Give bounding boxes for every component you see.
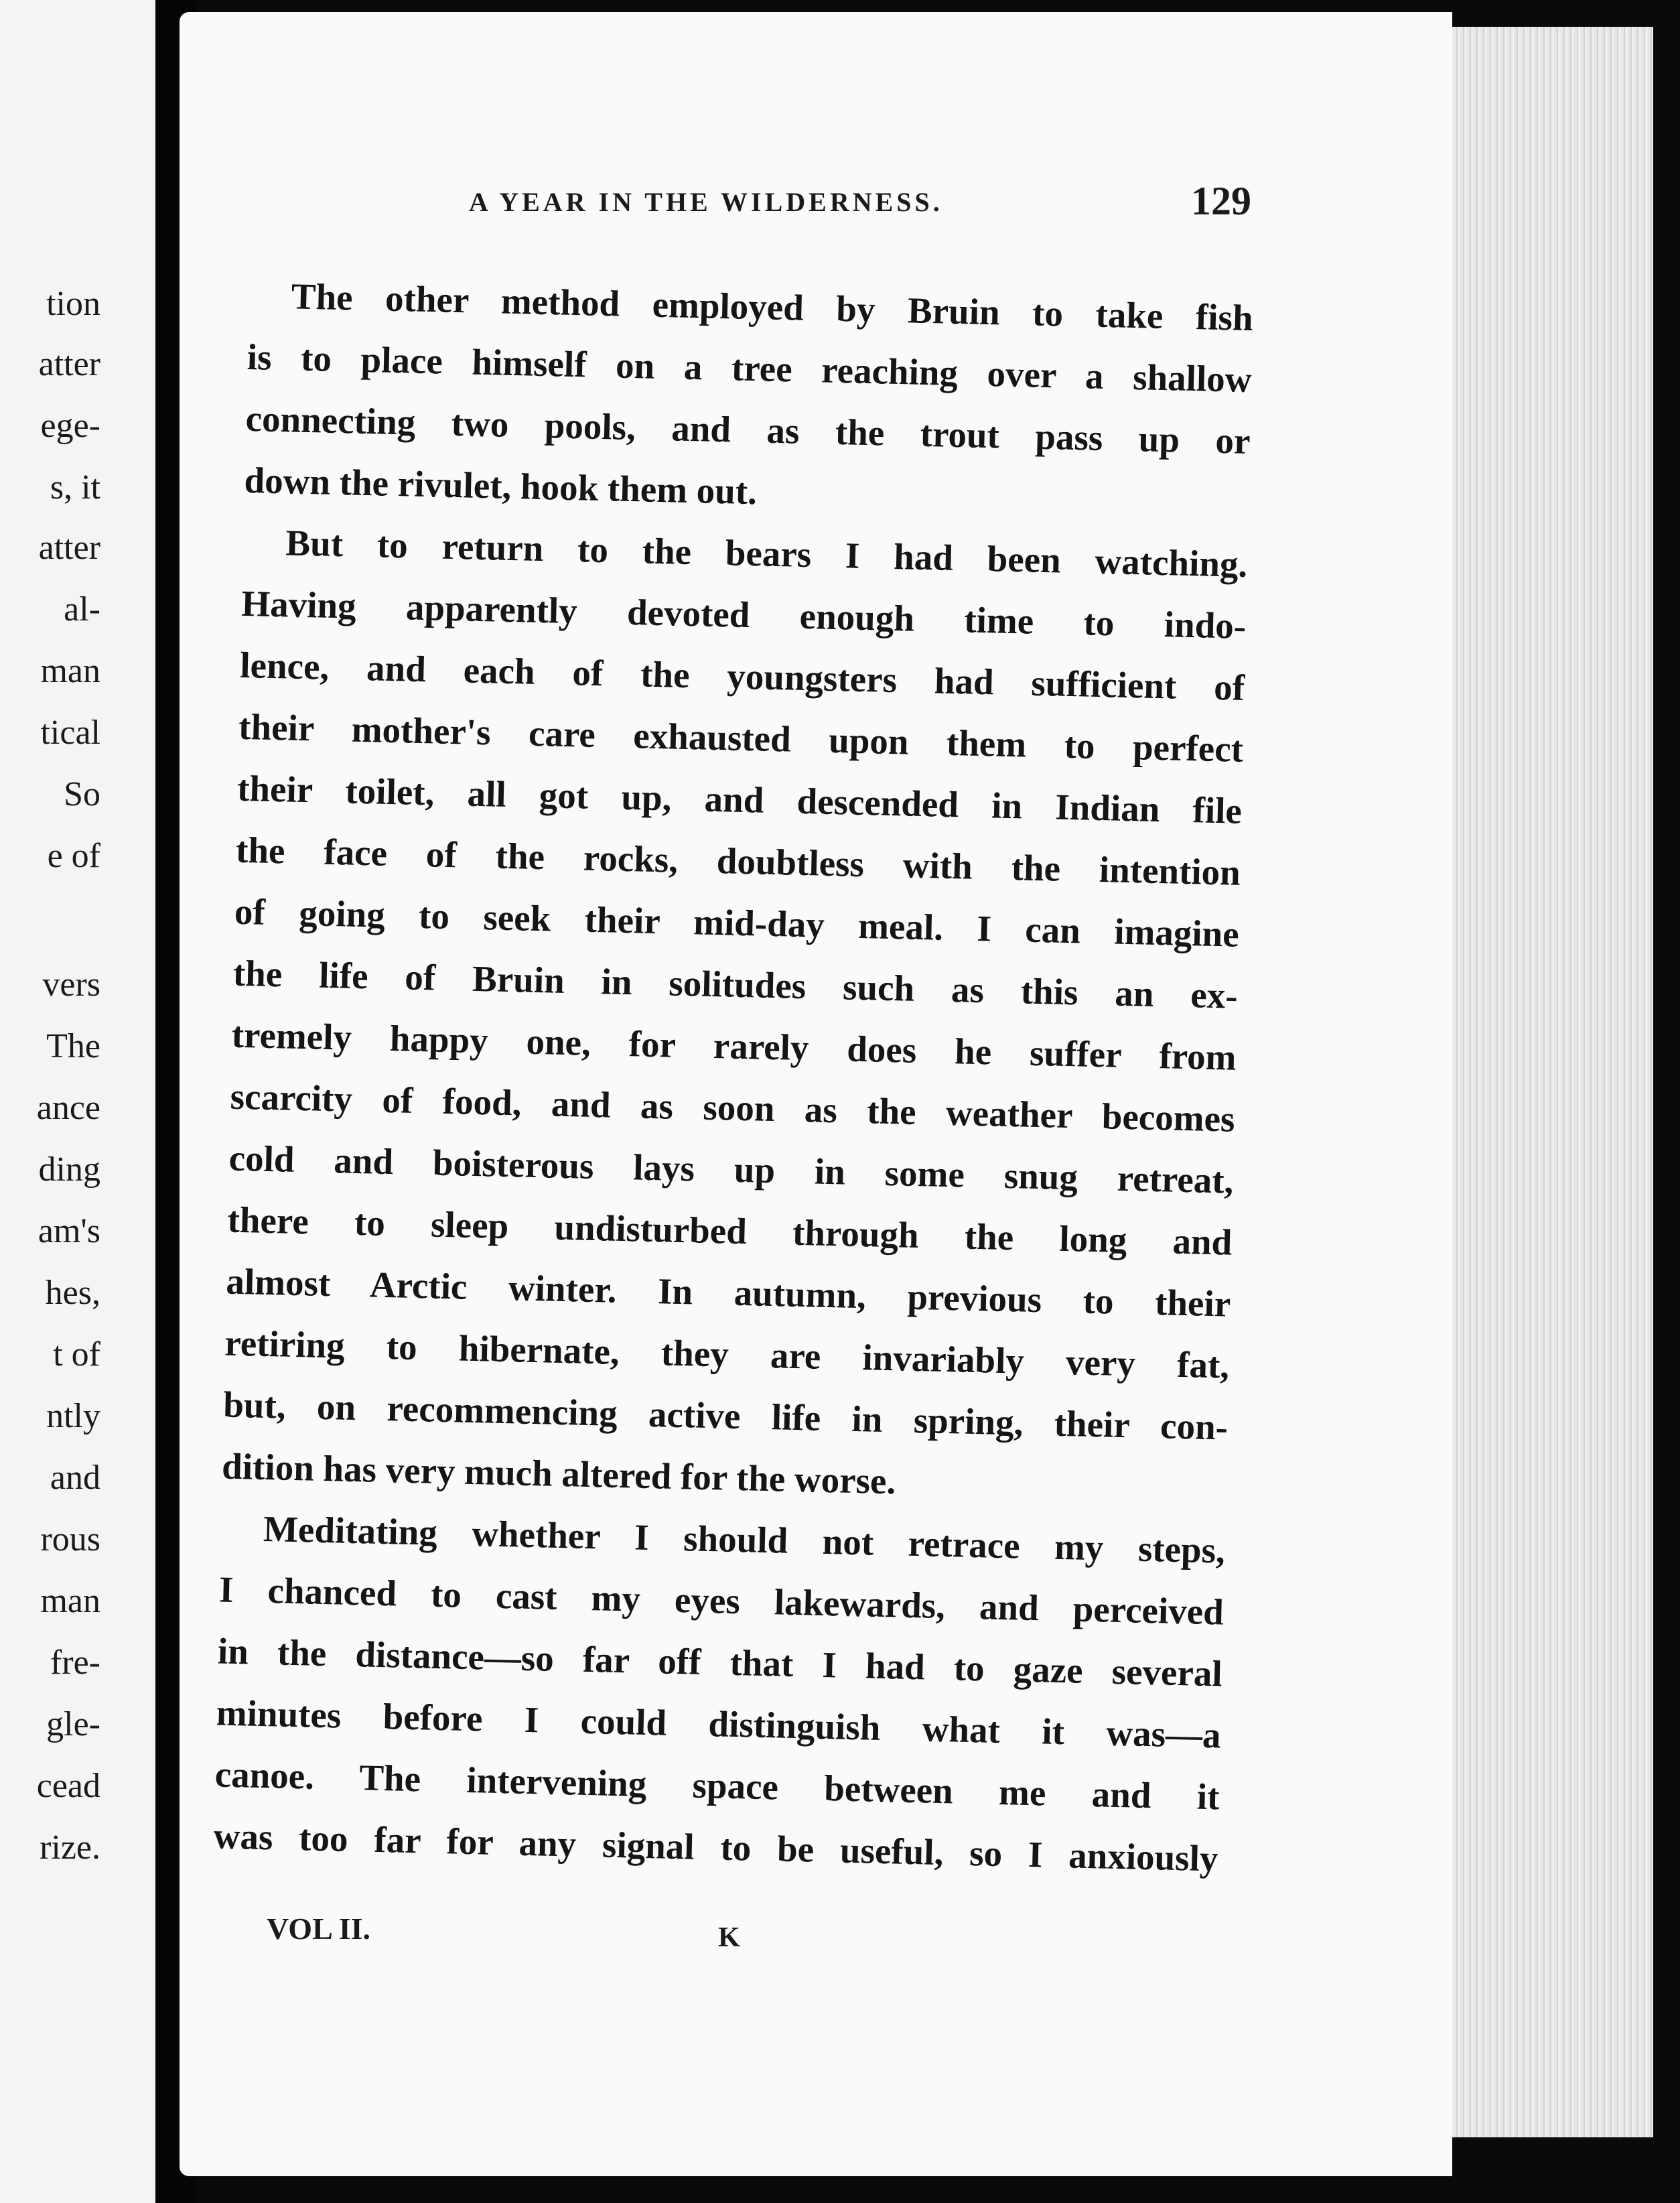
text-line: their toilet, all got up, and descended in Indian file — [236, 767, 1243, 831]
left-line-fragment: ntly — [46, 1397, 100, 1435]
left-line-fragment: al- — [64, 590, 100, 628]
left-line-fragment: ding — [38, 1150, 100, 1189]
left-line-fragment: cead — [36, 1767, 100, 1805]
left-line-fragment: man — [40, 652, 100, 690]
text-line: there to sleep undisturbed through the long and — [226, 1199, 1233, 1263]
text-line: The other method employed by Bruin to take fish — [291, 275, 1254, 339]
text-line: lence, and each of the youngsters had sufficient of — [239, 644, 1245, 708]
text-line: their mother's care exhausted upon them to perfect — [238, 706, 1244, 770]
text-line: dition has very much altered for the worse. — [221, 1445, 896, 1502]
text-line: down the rivulet, hook them out. — [244, 459, 758, 513]
text-line: of going to seek their mid-day meal. I can imagine — [234, 890, 1240, 955]
page-number: 129 — [1191, 179, 1251, 223]
left-line-fragment: rize. — [40, 1828, 100, 1867]
text-line: Having apparently devoted enough time to indo- — [240, 582, 1247, 647]
left-line-fragment: gle- — [46, 1705, 100, 1743]
text-line: I chanced to cast my eyes lakewards, and perceived — [218, 1568, 1224, 1633]
text-line: was too far for any signal to be useful, so I anxiously — [213, 1815, 1219, 1879]
text-line: But to return to the bears I had been watching. — [285, 522, 1248, 585]
text-line: but, on recommencing active life in spring, their con- — [222, 1384, 1229, 1448]
text-line: tremely happy one, for rarely does he suffer from — [231, 1014, 1237, 1078]
left-line-fragment: atter — [38, 345, 100, 383]
page-block-edges — [1440, 27, 1653, 2137]
left-line-fragment: rous — [40, 1520, 100, 1558]
left-line-fragment: atter — [38, 529, 100, 567]
left-line-fragment: and — [50, 1459, 100, 1497]
text-line: Meditating whether I should not retrace my steps, — [263, 1508, 1226, 1571]
left-line-fragment: am's — [38, 1212, 100, 1250]
left-line-fragment: So — [64, 775, 100, 813]
text-line: the face of the rocks, doubtless with the intention — [235, 829, 1241, 893]
left-line-fragment: e of — [47, 837, 100, 875]
text-line: retiring to hibernate, they are invariably very fat, — [224, 1322, 1230, 1386]
text-line: is to place himself on a tree reaching over a shallow — [247, 336, 1253, 400]
text-line: connecting two pools, and as the trout pass up or — [245, 397, 1251, 462]
running-title: A YEAR IN THE WILDERNESS. — [469, 187, 943, 217]
left-line-fragment: man — [40, 1582, 100, 1620]
volume-label: VOL II. — [267, 1912, 371, 1946]
left-line-fragment: s, it — [50, 468, 100, 507]
body-text — [213, 265, 1254, 1889]
left-line-fragment: fre- — [50, 1644, 100, 1682]
left-line-fragment: t of — [53, 1335, 100, 1374]
left-line-fragment: hes, — [45, 1274, 100, 1312]
signature-mark: K — [718, 1922, 740, 1953]
text-line: scarcity of food, and as soon as the weather becomes — [230, 1075, 1236, 1140]
left-line-fragment: ege- — [40, 407, 100, 445]
text-line: canoe. The intervening space between me and it — [214, 1753, 1220, 1818]
text-line: in the distance—so far off that I had to gaze several — [217, 1630, 1223, 1694]
left-line-fragment: ance — [36, 1089, 100, 1127]
text-line: minutes before I could distinguish what it was—a — [216, 1692, 1222, 1756]
left-line-fragment: The — [46, 1027, 100, 1065]
text-line: almost Arctic winter. In autumn, previous to their — [225, 1260, 1231, 1325]
left-page-fragment — [0, 0, 155, 2203]
text-line: the life of Bruin in solitudes such as this an ex- — [232, 952, 1239, 1016]
left-line-fragment: tion — [46, 285, 100, 323]
left-line-fragment: tical — [40, 714, 100, 752]
text-line: cold and boisterous lays up in some snug retreat, — [228, 1137, 1235, 1201]
left-line-fragment: vers — [42, 965, 100, 1004]
